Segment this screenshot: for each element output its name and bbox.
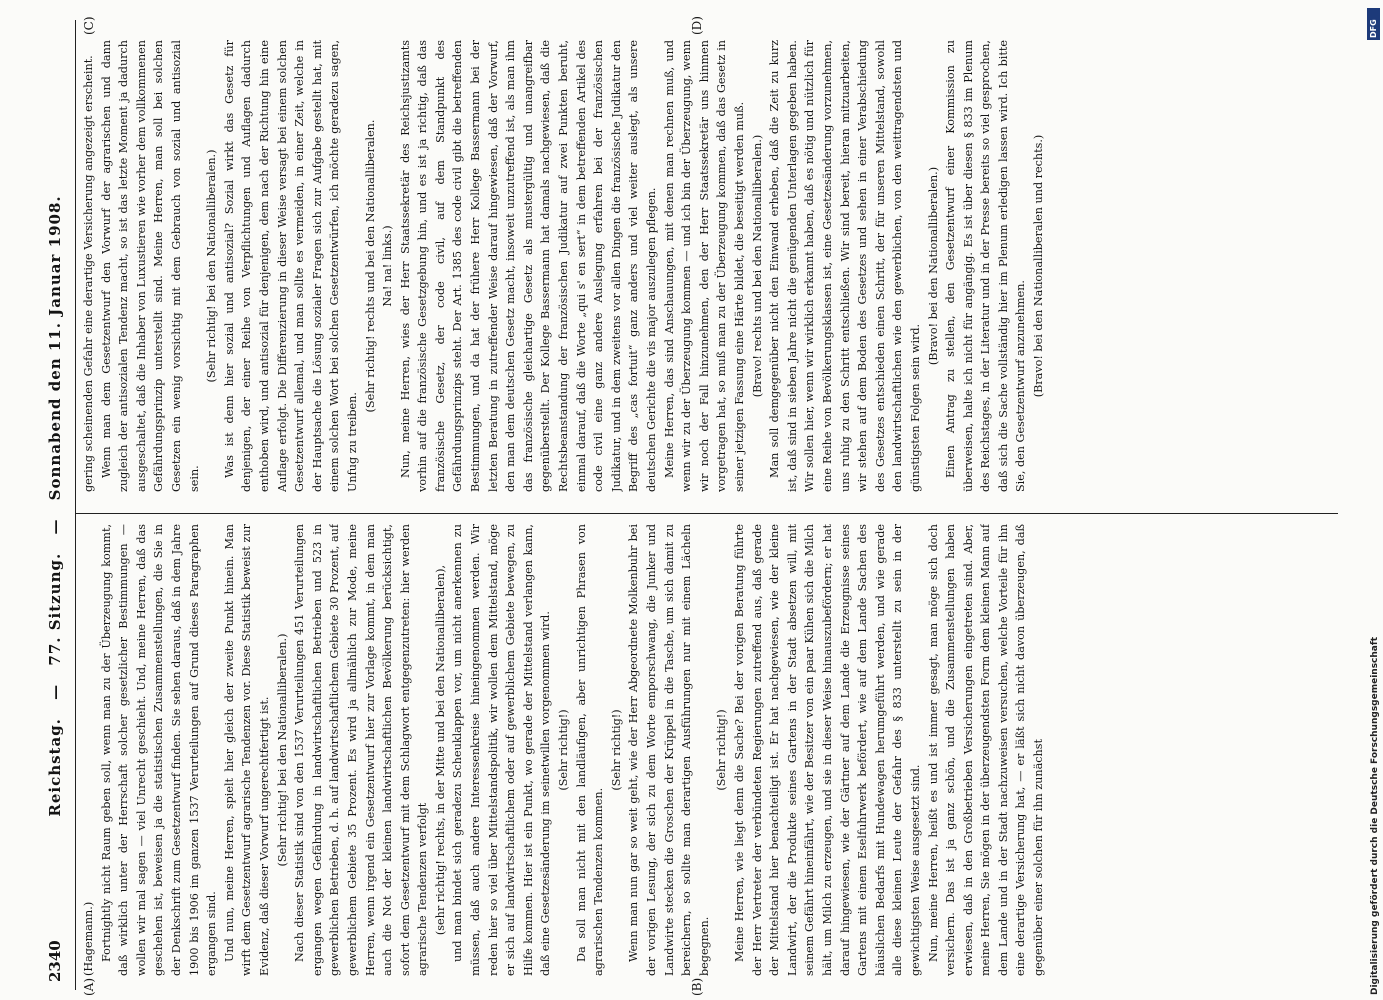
paragraph: Fortnightly nicht Raum geben soll, wenn man zu der Überzeugung kommt, daß wirklich unter der Herrschaft solcher gesetzlicher Bestimmungen — wollen wir mal sagen — viel Unrecht geschieht. Und, meine Herren, daß das geschehen ist, beweisen ja die statistischen Zusammenstellungen, die Sie in der Denkschrift zum Gesetzentwurf finden. Sie sehen daraus, daß in dem Jahre 1900 bis 1906 im ganzen 1537 Verurteilungen auf Grund dieses Paragraphen ergangen sind.	[99, 524, 219, 976]
paragraph: (Sehr richtig! rechts und bei den Nationalliberalen.	[363, 119, 377, 413]
paragraph: (Sehr richtig! bei den Nationalliberalen.)	[205, 149, 219, 383]
paragraph: Was ist denn hier sozial und antisozial? Sozial wirkt das Gesetz für denjenigen, der einer Reihe von Verpflichtungen und Auflagen dadurch enthoben wird, und antisozial für denjenigen, dem nach der Richtung hin eine Auflage erfolgt. Die Differenzierung in dieser Weise versagt bei einem solchen Gesetzentwurf allemal, und man sollte es vermeiden, in einer Zeit, welche in der Hauptsache die Lösung sozialer Fragen sich zur Aufgabe gestellt hat, mit einem solchen Wort bei solchen Gesetzentwürfen, ich möchte geradezu sagen, Unfug zu treiben.	[222, 40, 359, 492]
header-sep-2: —	[46, 518, 64, 535]
page-number: 2340	[46, 940, 64, 982]
header-rule	[75, 20, 76, 990]
paragraph: Da soll man nicht mit den landläufigen, aber unrichtigen Phrasen von agrarischen Tendenzen kommen.	[574, 524, 606, 976]
text-column-left	[80, 524, 1330, 976]
running-header	[40, 30, 70, 982]
credit-text: Digitalisierung gefördert durch die Deutsche Forschungsgemeinschaft	[1370, 636, 1380, 995]
paragraph: Nun, meine Herren, wies der Herr Staatssekretär des Reichsjustizamts vorhin auf die französische Gesetzgebung hin, und es ist ja richtig, daß das französische Gesetz, der code civil, auf dem Standpunkt des Gefährdungsprinzips steht. Der Art. 1385 des code civil gibt die betreffenden Bestimmungen, und da hat der frühere Herr Kollege Bassermann bei der letzten Beratung in zutreffender Weise darauf hingewiesen, daß der Vorwurf, den man dem deutschen Gesetz macht, insoweit unzutreffend ist, als man ihm das französische gleichartige Gesetz als mustergültig und unangreifbar gegenüberstellt. Der Kollege Bassermann hat damals nachgewiesen, daß die Rechtsbeanstandung der französischen Judikatur auf zwei Punkten beruht, einmal darauf, daß die Worte „qui s' en sert“ in dem betreffenden Artikel des code civil eine ganz andere Auslegung erfahren bei der französischen Judikatur, und in dem zweitens vor allen Dingen die französische Judikatur den Begriff des „cas fortuit“ ganz anders und viel weiter auslegt, als unsere deutschen Gerichte die vis major auszulegen pflegen.	[398, 40, 658, 492]
paragraph: und man bindet sich geradezu Scheuklappen vor, um nicht anerkennen zu müssen, daß auch andere Interessenkreise hineingenommen werden. Wir reden hier so viel über Mittelstandspolitik, wir wollen dem Mittelstand, möge er sich auf landwirtschaftlichem oder auf gewerblichem Gebiete bewegen, zu Hilfe kommen. Hier ist ein Punkt, wo gerade der Mittelstand verlangen kann, daß eine Gesetzesänderung im seinetwillen vorgenommen wird.	[451, 524, 553, 976]
margin-marker-d: (D)	[690, 16, 704, 35]
paragraph: Nun, meine Herren, heißt es und ist immer gesagt, man möge sich doch versichern. Das ist ja ganz schön, und die Zusammenstellungen haben erwiesen, daß in den Großbetrieben Versicherungen eingetreten sind. Aber, meine Herren, Sie mögen in der überzeugendsten Form dem kleinen Mann auf dem Lande und in der Stadt nachzuweisen versuchen, welche Vorteile für ihn eine derartige Versicherung hat, — er läßt sich nicht davon überzeugen, daß gegenüber einer solchen für ihn zunächst	[926, 524, 1046, 976]
paragraph: Wenn man nun gar so weit geht, wie der Herr Abgeordnete Molkenbuhr bei der vorigen Lesung, der sich zu dem Worte emporschwang, die Junker und Landwirte stecken die Groschen der Krüppel in die Tasche, um sich damit zu bereichern, so sollte man derartigen Ausführungen nur mit einem Lächeln begegnen.	[627, 524, 711, 976]
paragraph: Wenn man dem Gesetzentwurf den Vorwurf der agrarischen und dann zugleich der antisozialen Tendenz macht, so ist das letzte Moment ja dadurch ausgeschaltet, daß die Inhaber von Luxustieren wie vorher dem vollkommenen Gefährdungsprinzip unterstellt sind. Meine Herren, man soll bei solchen Gesetzen ein wenig vorsichtig mit dem Gebrauch von sozial und antisozial sein.	[99, 40, 201, 492]
paragraph: Meine Herren, das sind Anschauungen, mit denen man rechnen muß, und wenn wir zu der Überzeugung kommen — und ich bin der Überzeugung, wenn wir noch der Fall hinzunehmen, den der Herr Staatssekretär uns hinmen vorgetragen hat, so muß man zu der Überzeugung kommen, daß das Gesetz in seiner jetzigen Fassung eine Härte bildet, die beseitigt werden muß.	[662, 40, 746, 492]
margin-marker-a: (A)	[82, 977, 96, 996]
paragraph: (Bravo! bei den Nationalliberalen.)	[926, 166, 940, 366]
margin-marker-b: (B)	[690, 977, 704, 996]
paragraph: Na! na! links.)	[381, 225, 395, 307]
digitization-credit	[1370, 10, 1382, 995]
paragraph: (Hagemann.)	[82, 901, 95, 976]
column-divider	[76, 513, 1338, 514]
header-session: 77. Sitzung.	[46, 552, 64, 666]
paragraph: (sehr richtig! rechts, in der Mitte und bei den Nationalliberalen),	[433, 564, 447, 936]
paragraph: (Bravo! rechts und bei den Nationalliberalen.)	[750, 134, 764, 398]
paragraph: Einen Antrag zu stellen, den Gesetzentwurf einer Kommission zu überweisen, halte ich nicht für angängig. Es ist über diesen § 833 im Plenum des Reichstages, in der Literatur und in der Presse bereits so viel gesprochen, daß sich die Sache vollständig hier im Plenum erledigen lassen wird. Ich bitte Sie, den Gesetzentwurf anzunehmen.	[944, 40, 1028, 492]
paragraph: Man soll demgegenüber nicht den Einwand erheben, daß die Zeit zu kurz ist, daß sind in sieben Jahre nicht die genügenden Unterlagen gegeben haben. Wir sollen hier, wenn wir wirklich erkannt haben, daß es nötig und nützlich für eine Reihe von Bevölkerungsklassen ist, eine Gesetzesänderung vorzunehmen, uns ruhig zu den Schritt entschließen. Wir sind bereit, hieran mitzuarbeiten, wir stehen auf dem Boden des Gesetzes und sehen in einer Verabschiedung des Gesetzes entschieden einen Schritt, der für unseren Mittelstand, sowohl den landwirtschaftlichen wie den gewerblichen, von den weittragendsten und günstigsten Folgen sein wird.	[768, 40, 922, 492]
paragraph: gering scheinenden Gefahr eine derartige Versicherung angezeigt erscheint.	[82, 55, 95, 492]
paragraph: Meine Herren, wie liegt denn die Sache? Bei der vorigen Beratung führte der Herr Vertreter der verbündeten Regierungen zutreffend aus, daß gerade der Mittelstand hier benachteiligt ist. Er hat nachgewiesen, wie der kleine Landwirt, der die Produkte seines Gartens in der Stadt absetzen will, mit seinem Gefährt hineinfährt, wie der Besitzer von ein paar Kühen sich die Milch hält, um Milch zu erzeugen, und sie in dieser Weise hinauszubefördern; er hat darauf hingewiesen, wie der Gärtner auf dem Lande die Erzeugnisse seines Gartens mit einem Eselfuhrwerk befördert, wie auf dem Lande Sachen des häuslichen Bedarfs mit Hundewagen herumgeführt werden, und wie gerade alle diese kleinen Leute der Gefahr des § 833 unterstellt zu sein in der gewichtigsten Weise ausgesetzt sind.	[732, 524, 922, 976]
paragraph: Und nun, meine Herren, spielt hier gleich der zweite Punkt hinein. Man wirft dem Gesetzentwurf agrarische Tendenzen vor. Diese Statistik beweist zur Evidenz, daß dieser Vorwurf ungerechtfertigt ist.	[222, 524, 271, 976]
header-left: Reichstag.	[46, 718, 64, 817]
paragraph: (Sehr richtig!)	[609, 709, 623, 791]
header-sep-1: —	[46, 683, 64, 700]
paragraph: Nach dieser Statistik sind von den 1537 Verurteilungen 451 Verurteilungen ergangen wegen Gefährdung in landwirtschaftlichen Betrieben und 523 in gewerblichen Betrieben, d. h. auf landwirtschaftlichem Gebiete 30 Prozent, auf gewerblichem Gebiete 35 Prozent. Es wird ja allmählich zur Mode, meine Herren, wenn irgend ein Gesetzentwurf hier zur Vorlage kommt, in dem man auch die Not der kleinen landwirtschaftlichen Bevölkerung berücksichtigt, sofort dem Gesetzentwurf mit dem Schlagwort entgegenzutreten: hier werden agrarische Tendenzen verfolgt	[293, 524, 430, 976]
header-title	[46, 30, 64, 982]
margin-marker-c: (C)	[82, 16, 96, 35]
paragraph: (Sehr richtig! bei den Nationalliberalen.)	[275, 633, 289, 867]
paragraph: (Bravo! bei den Nationalliberalen und rechts.)	[1032, 134, 1046, 398]
paragraph: (Sehr richtig!)	[557, 709, 571, 791]
dfg-logo: DFG	[1367, 8, 1380, 40]
text-column-right	[80, 40, 1330, 492]
paragraph: (Sehr richtig!)	[715, 709, 729, 791]
header-date: Sonnabend den 11. Januar 1908.	[46, 195, 64, 501]
